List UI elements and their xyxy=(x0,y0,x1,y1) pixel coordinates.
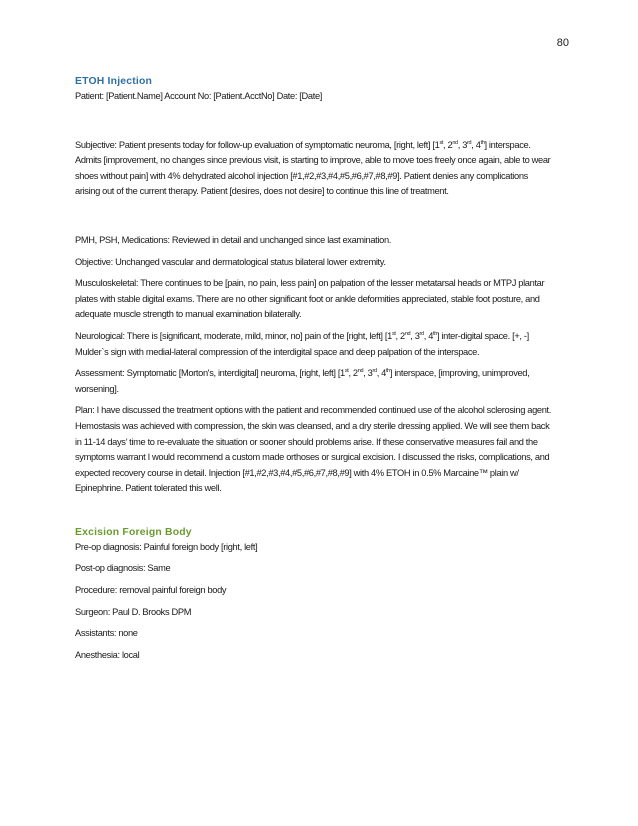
objective-paragraph: Objective: Unchanged vascular and dermatological status bilateral lower extremity. xyxy=(75,256,386,267)
pmh-paragraph: PMH, PSH, Medications: Reviewed in detail and unchanged since last examination. xyxy=(75,234,392,245)
assistants-line: Assistants: none xyxy=(75,628,138,639)
document-body xyxy=(75,74,555,663)
plan-paragraph: Plan: I have discussed the treatment options with the patient and recommended continued use of the alcohol sclerosing agent. Hemostasis was achieved with compression, the skin was cleansed, and a dry sterile dressing applied. We will see them back in 11-14 days’ time to re-evaluate the situation or sooner should problems arise. If these conservative measures fail and the symptoms warrant I would recommend a custom made orthoses or surgical excision. I discussed the risks, complications, and expected recovery course in detail. Injection [#1,#2,#3,#4,#5,#6,#7,#8,#9] with 4% ETOH in 0.5% Marcaine™ plain w/ Epinephrine. Patient tolerated this well. xyxy=(75,405,552,494)
neurological-paragraph: Neurological: There is [significant, moderate, mild, minor, no] pain of the [right, left] [1st, 2nd, 3rd, 4th] inter-digital space. [+, -] Mulder`s sign with medial-lateral compression of the interdigital space and deep palpation of the interspace. xyxy=(75,330,529,357)
anesthesia-line: Anesthesia: local xyxy=(75,649,140,660)
patient-info-line: Patient: [Patient.Name] Account No: [Patient.AcctNo] Date: [Date] xyxy=(75,91,322,101)
page-number: 80 xyxy=(556,37,569,49)
etoh-injection-heading: ETOH Injection xyxy=(75,76,153,87)
musculoskeletal-paragraph: Musculoskeletal: There continues to be [pain, no pain, less pain] on palpation of the lesser metatarsal heads or MTPJ plantar plates with stable digital exams. There are no other significant foot or ankle deformities appreciated, stable foot posture, and adequate muscle strength to manual examination bilaterally. xyxy=(75,278,545,320)
excision-foreign-body-section xyxy=(75,525,555,664)
assessment-paragraph: Assessment: Symptomatic [Morton's, interdigital] neuroma, [right, left] [1st, 2nd, 3rd, 4th] interspace, [improving, unimproved, worsening]. xyxy=(75,368,530,394)
subjective-paragraph: Subjective: Patient presents today for follow-up evaluation of symptomatic neuroma, [right, left] [1st, 2nd, 3rd, 4th] interspace. Admits [improvement, no changes since previous visit, is starting to improve, able to move toes freely once again, able to wear shoes without pain] with 4% dehydrated alcohol injection [#1,#2,#3,#4,#5,#6,#7,#8,#9]. Patient denies any complications arising out of the current therapy. Patient [desires, does not desire] to continue this line of treatment. xyxy=(75,139,551,197)
post-op-diagnosis-line: Post-op diagnosis: Same xyxy=(75,563,171,574)
excision-foreign-body-heading: Excision Foreign Body xyxy=(75,526,192,538)
surgeon-line: Surgeon: Paul D. Brooks DPM xyxy=(75,606,192,617)
pre-op-diagnosis-line: Pre-op diagnosis: Painful foreign body [right, left] xyxy=(75,541,258,552)
procedure-line: Procedure: removal painful foreign body xyxy=(75,585,227,596)
